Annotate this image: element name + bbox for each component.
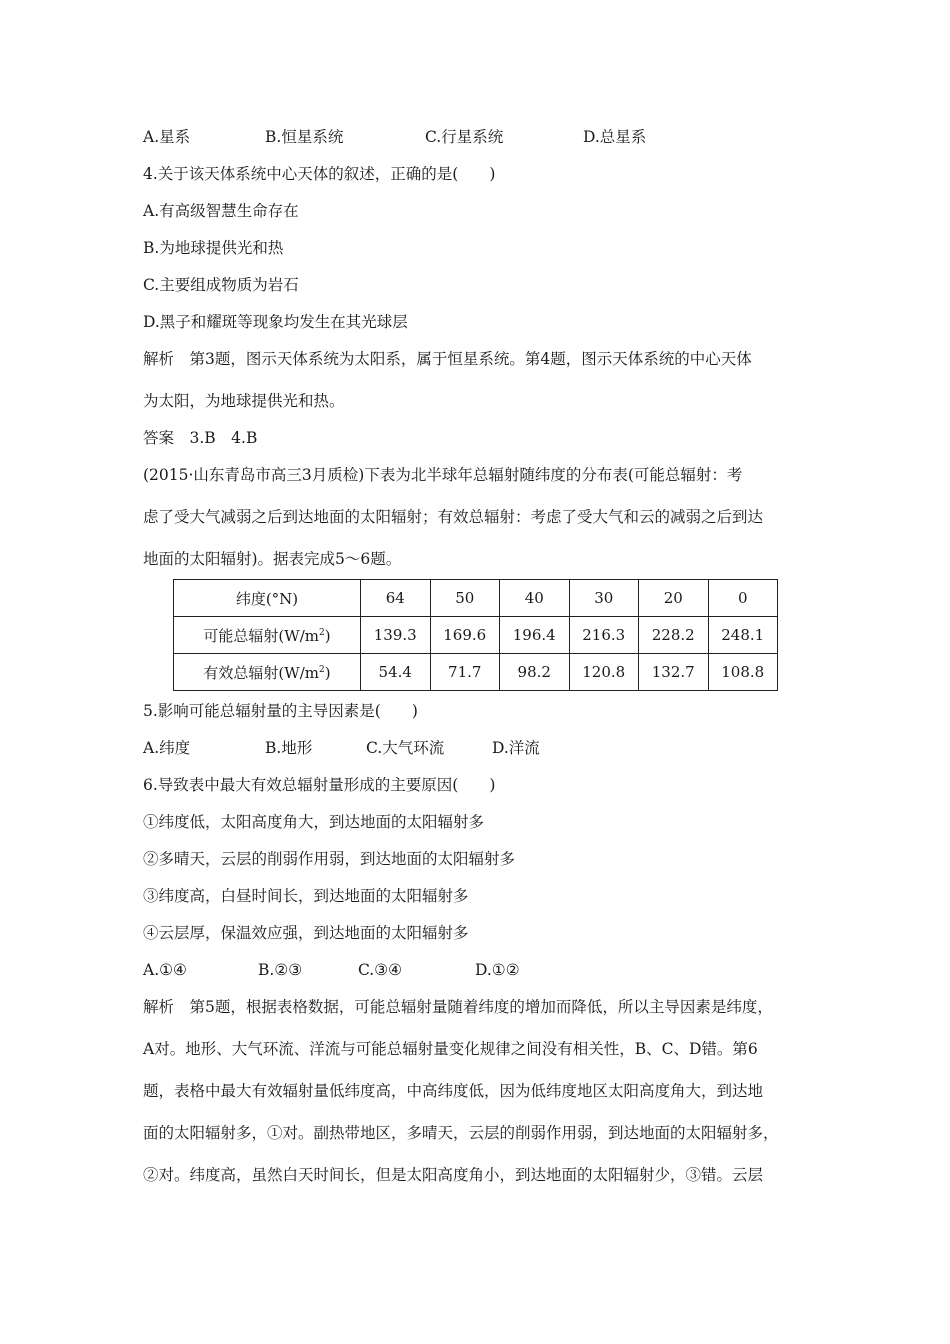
table-header-effective: 有效总辐射$(W/m^2)$: [174, 654, 361, 691]
table-cell: 30: [569, 580, 639, 617]
q5-option-a: A.纬度: [143, 739, 191, 757]
q5-option-b: B.地形: [265, 739, 313, 757]
q4-option-c: C.主要组成物质为岩石: [143, 276, 299, 294]
intro-line-2: 虑了受大气减弱之后到达地面的太阳辐射；有效总辐射：考虑了受大气和云的减弱之后到达: [143, 508, 764, 526]
q3-option-c: C.行星系统: [425, 128, 504, 146]
table-cell: 228.2: [639, 617, 709, 654]
q3-option-d: D.总星系: [583, 128, 647, 146]
q3-option-b: B.恒星系统: [265, 128, 344, 146]
table-cell: 54.4: [361, 654, 431, 691]
table-cell: 64: [361, 580, 431, 617]
q5-option-c: C.大气环流: [366, 739, 445, 757]
table-row-effective: [174, 654, 778, 691]
table-cell: 132.7: [639, 654, 709, 691]
q5-option-d: D.洋流: [492, 739, 540, 757]
q3-option-a: A.星系: [143, 128, 191, 146]
table-cell: 0: [708, 580, 778, 617]
answer-1: 答案 3.B 4.B: [143, 429, 258, 447]
analysis-2-line-1: 解析 第5题，根据表格数据，可能总辐射量随着纬度的增加而降低，所以主导因素是纬度，: [143, 998, 773, 1016]
table-row-possible: [174, 617, 778, 654]
analysis-2-line-4: 面的太阳辐射多，①对。副热带地区，多晴天，云层的削弱作用弱，到达地面的太阳辐射多，: [143, 1124, 779, 1142]
table-cell: 40: [500, 580, 570, 617]
analysis-2-line-5: ②对。纬度高，虽然白天时间长，但是太阳高度角小，到达地面的太阳辐射少，③错。云层: [143, 1166, 764, 1184]
q4-option-d: D.黑子和耀斑等现象均发生在其光球层: [143, 313, 408, 331]
table-cell: 108.8: [708, 654, 778, 691]
q5-stem: 5.影响可能总辐射量的主导因素是( ): [143, 702, 418, 720]
table-header-possible: 可能总辐射$(W/m^2)$: [174, 617, 361, 654]
q4-option-b: B.为地球提供光和热: [143, 239, 284, 257]
q6-option-c: C.③④: [358, 961, 403, 979]
analysis-2-line-2: A对。地形、大气环流、洋流与可能总辐射量变化规律之间没有相关性，B、C、D错。第6: [143, 1040, 758, 1058]
q4-stem: 4.关于该天体系统中心天体的叙述，正确的是( ): [143, 165, 496, 183]
analysis-1-line-1: 解析 第3题，图示天体系统为太阳系，属于恒星系统。第4题，图示天体系统的中心天体: [143, 350, 752, 368]
q6-item-2: ②多晴天，云层的削弱作用弱，到达地面的太阳辐射多: [143, 850, 516, 868]
table-cell: 248.1: [708, 617, 778, 654]
q6-option-a: A.①④: [143, 961, 187, 979]
table-cell: 169.6: [430, 617, 500, 654]
q6-stem: 6.导致表中最大有效总辐射量形成的主要原因( ): [143, 776, 496, 794]
table-header-latitude: 纬度(°N): [174, 580, 361, 617]
table-cell: 50: [430, 580, 500, 617]
q4-option-a: A.有高级智慧生命存在: [143, 202, 299, 220]
q6-option-d: D.①②: [475, 961, 520, 979]
table-cell: 98.2: [500, 654, 570, 691]
analysis-1-line-2: 为太阳，为地球提供光和热。: [143, 392, 345, 410]
table-cell: 20: [639, 580, 709, 617]
q6-option-b: B.②③: [258, 961, 303, 979]
table-cell: 139.3: [361, 617, 431, 654]
table-cell: 120.8: [569, 654, 639, 691]
intro-line-3: 地面的太阳辐射)。据表完成5～6题。: [143, 550, 402, 568]
table-cell: 216.3: [569, 617, 639, 654]
q6-item-4: ④云层厚，保温效应强，到达地面的太阳辐射多: [143, 924, 469, 942]
analysis-2-line-3: 题，表格中最大有效辐射量低纬度高，中高纬度低，因为低纬度地区太阳高度角大，到达地: [143, 1082, 764, 1100]
q6-item-1: ①纬度低，太阳高度角大，到达地面的太阳辐射多: [143, 813, 485, 831]
intro-line-1: (2015·山东青岛市高三3月质检)下表为北半球年总辐射随纬度的分布表(可能总辐射：考: [143, 466, 743, 484]
table-cell: 196.4: [500, 617, 570, 654]
q6-item-3: ③纬度高，白昼时间长，到达地面的太阳辐射多: [143, 887, 469, 905]
radiation-table: [173, 579, 778, 691]
table-row-latitude: [174, 580, 778, 617]
table-cell: 71.7: [430, 654, 500, 691]
